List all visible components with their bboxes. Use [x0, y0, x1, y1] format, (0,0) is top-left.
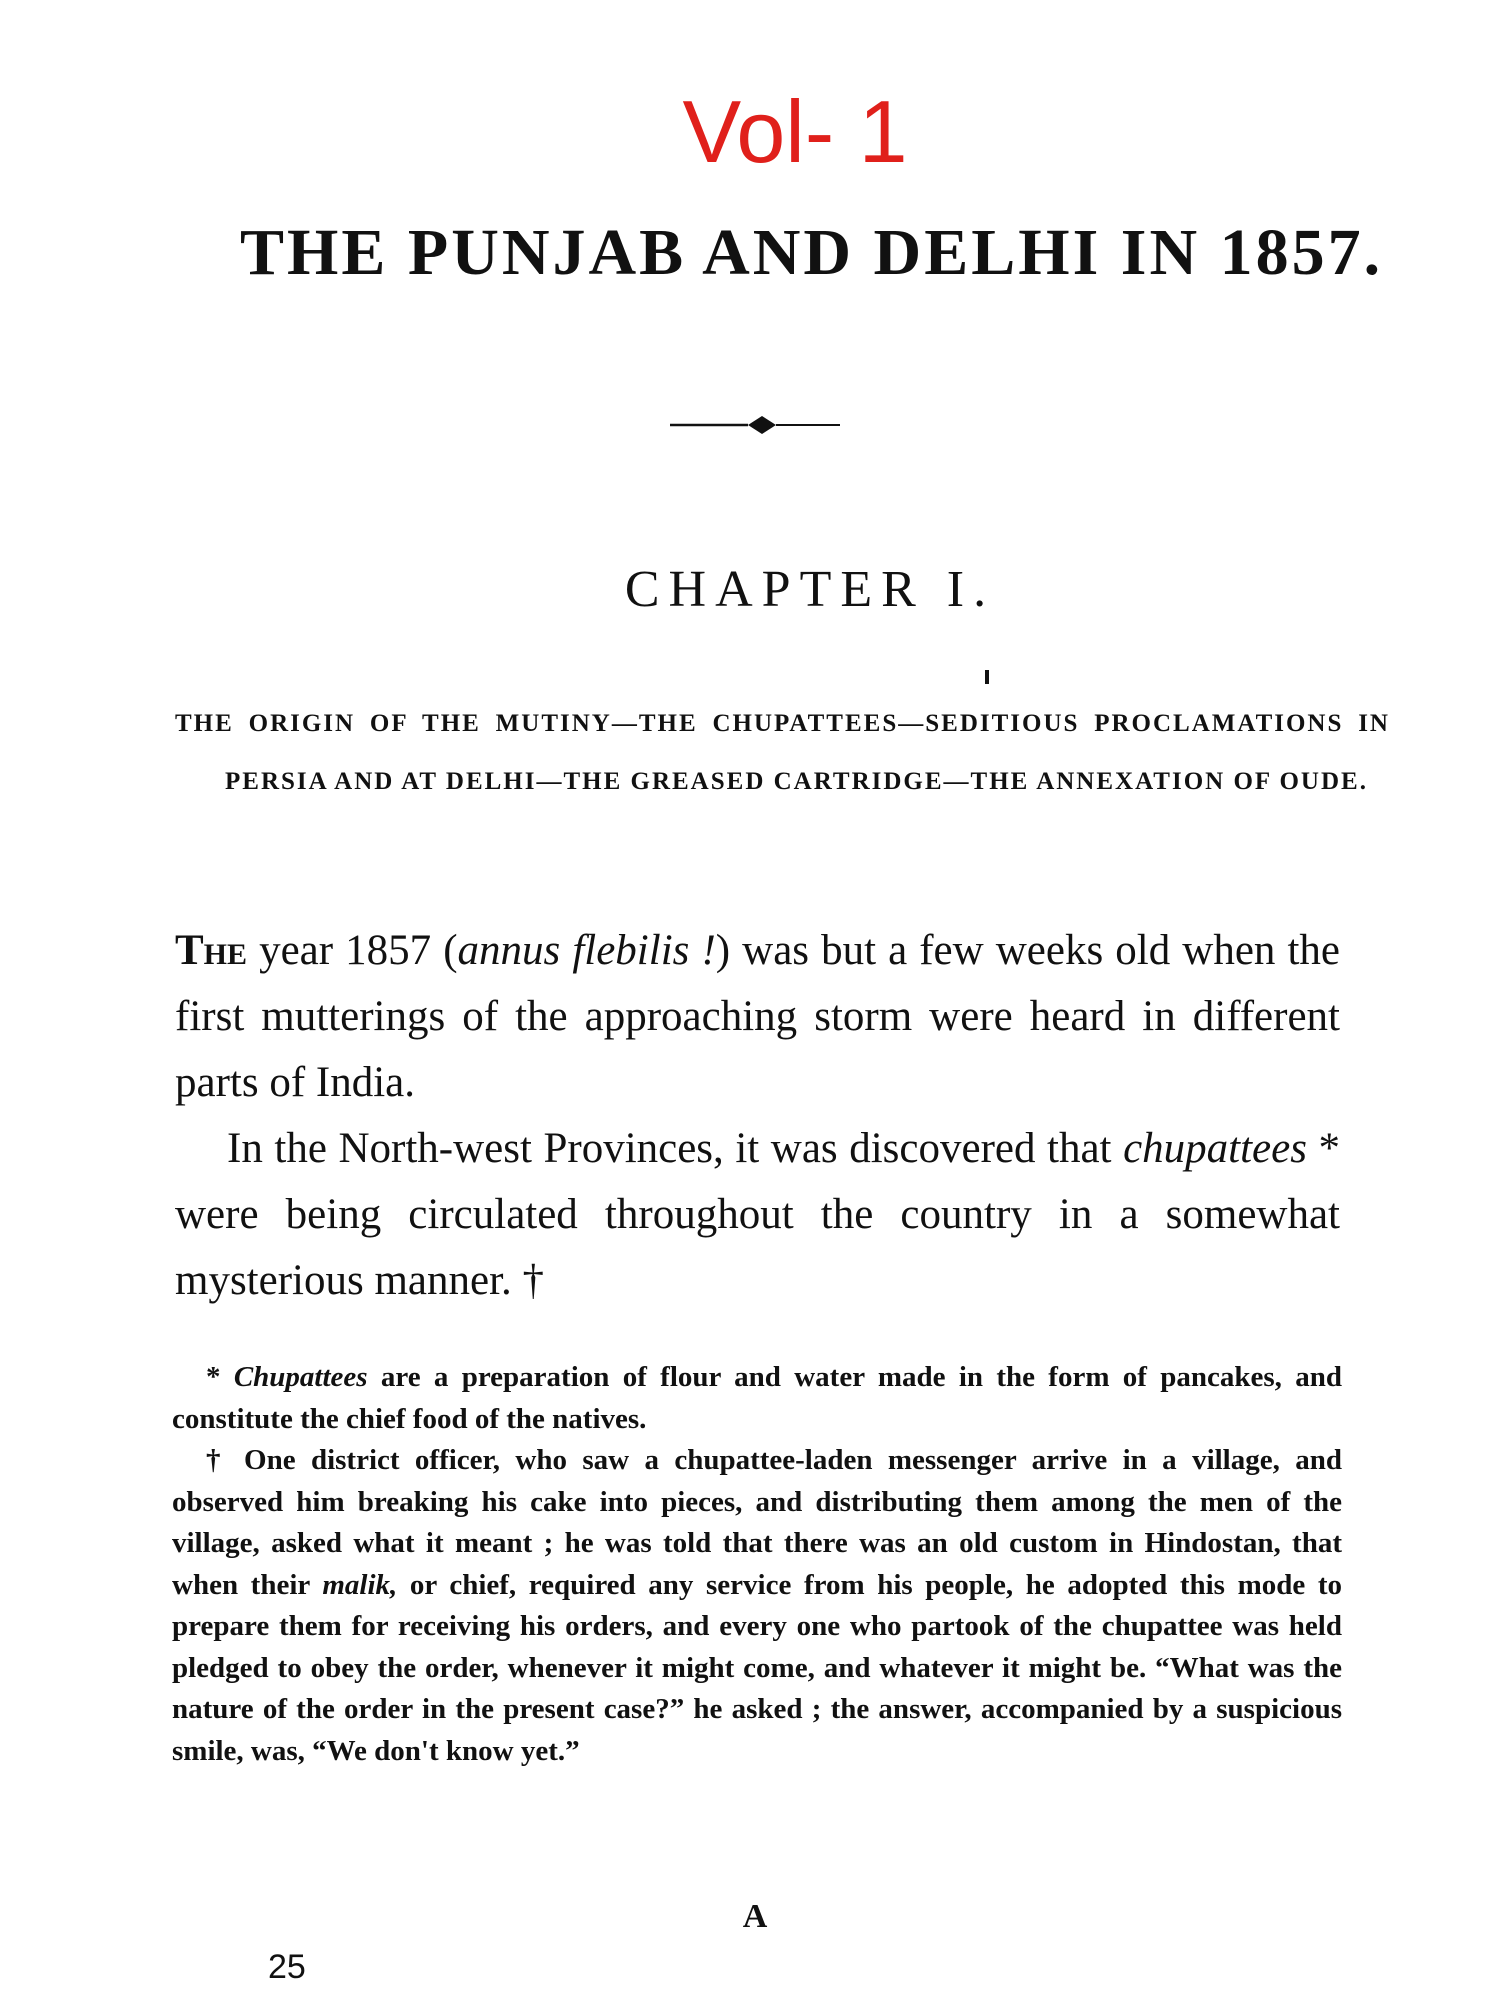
page-number: 25	[268, 1948, 306, 1986]
book-title: THE PUNJAB AND DELHI IN 1857.	[240, 216, 1384, 289]
footnotes	[172, 1357, 1342, 1772]
footnote-1-text: are a preparation of flour and water made in the form of pancakes, and constitute the chief food of the natives.	[172, 1361, 1342, 1435]
body-text	[175, 918, 1340, 1314]
body-paragraph-1	[175, 918, 1340, 1116]
footnote-2-text-b: or chief, required any service from his people, he adopted this mode to prepare them for receiving his orders, and every one who partook of the chupattee was held pledged to obey the order, whenever it might come, and whatever it might be. “What was the nature of the order in the present case?” he asked ; the answer, accompanied by a suspicious smile, was, “We don't know yet.”	[172, 1568, 1342, 1767]
body-paragraph-2	[175, 1116, 1340, 1314]
paragraph-2-text-b: * were being circulated throughout the country in a somewhat mysterious manner.	[175, 1125, 1341, 1304]
paragraph-2-italic: chupattees	[1123, 1125, 1307, 1172]
footnote-2-text-a: One district officer, who saw a chupattee-laden messenger arrive in a village, and observed him breaking his cake into pieces, and distributing them among the men of the village, asked what it meant ; he was told that there was an old custom in Hindostan, that when their	[172, 1444, 1342, 1601]
paragraph-lead-word: The	[175, 927, 248, 974]
paragraph-2-text-a: In the North-west Provinces, it was discovered that	[227, 1125, 1124, 1172]
footnote-1-marker: *	[206, 1361, 234, 1393]
footnote-2-marker: †	[206, 1444, 245, 1476]
chapter-synopsis: THE ORIGIN OF THE MUTINY—THE CHUPATTEES—SEDITIOUS PROCLAMATIONS IN PERSIA AND AT DELHI—THE GREASED CARTRIDGE—THE ANNEXATION OF OUDE.	[175, 710, 1390, 795]
footnote-1	[172, 1357, 1342, 1440]
paragraph-1-text-a: year 1857 (	[247, 927, 458, 974]
print-tick-mark	[985, 670, 989, 684]
dagger-footnote-marker: †	[511, 1257, 545, 1304]
footnote-2-italic: malik,	[322, 1568, 398, 1601]
paragraph-1-text-b: ) was but a few weeks old when the first mutterings of the approaching storm were heard in different parts of India.	[175, 927, 1341, 1106]
paragraph-1-italic: annus flebilis !	[457, 927, 716, 974]
chapter-heading: CHAPTER I.	[624, 561, 996, 618]
footnote-2	[172, 1440, 1342, 1772]
ornament-divider-icon	[670, 410, 840, 440]
footnote-1-italic: Chupattees	[233, 1361, 368, 1393]
signature-mark: A	[742, 1898, 768, 1935]
volume-label: Vol- 1	[682, 82, 908, 181]
